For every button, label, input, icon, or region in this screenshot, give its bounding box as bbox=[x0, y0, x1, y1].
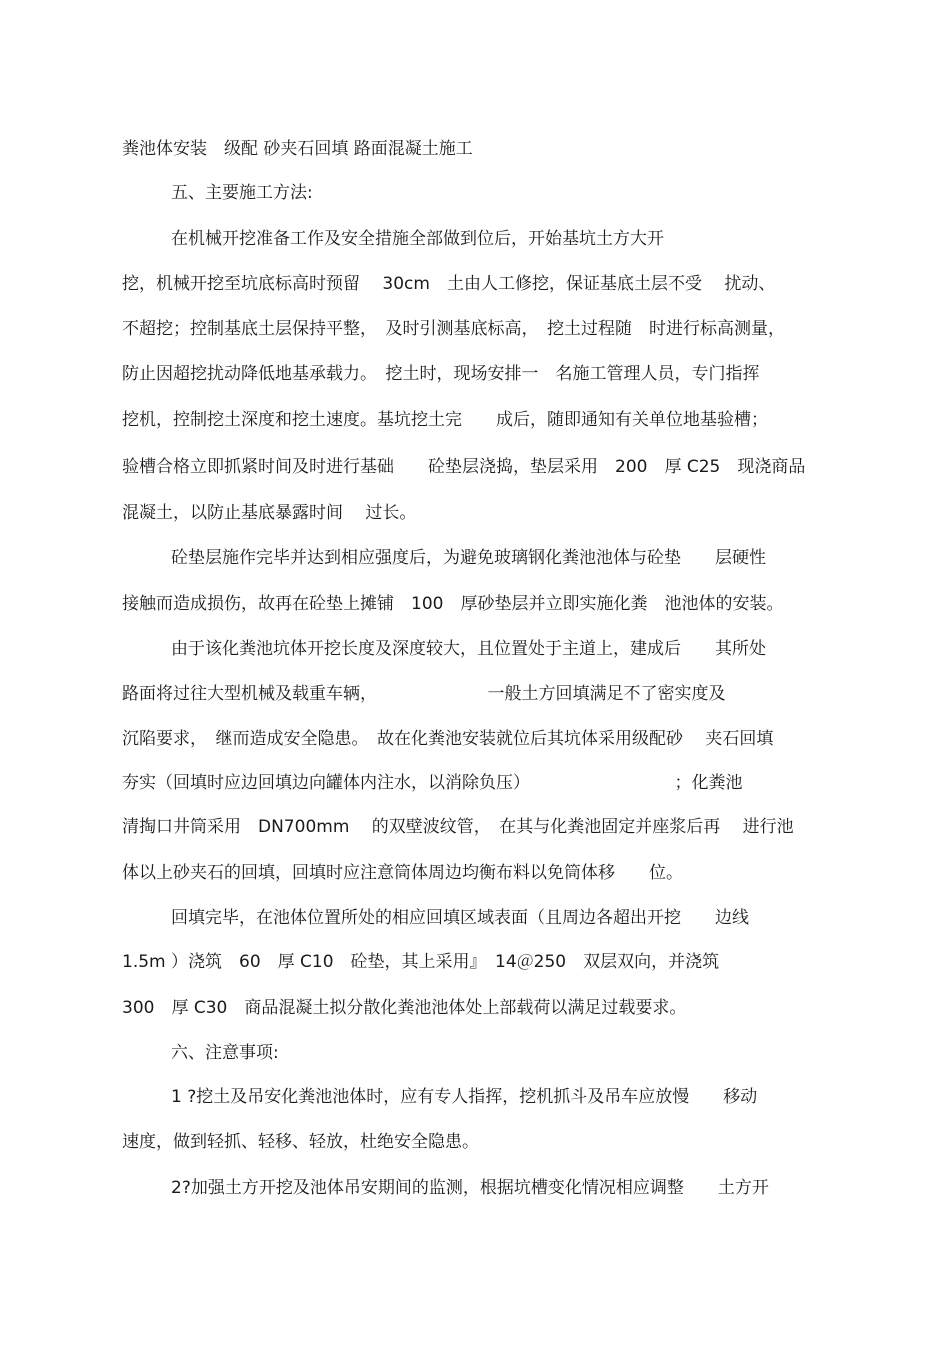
text-line: 1 ?挖土及吊安化粪池池体时，应有专人指挥，挖机抓斗及吊车应放慢 移动 bbox=[171, 1087, 758, 1107]
text-line: 在机械开挖准备工作及安全措施全部做到位后，开始基坑土方大开 bbox=[171, 229, 664, 249]
text-line: 粪池体安装 级配 砂夹石回填 路面混凝土施工 bbox=[122, 139, 473, 159]
text-line: 不超挖；控制基底土层保持平整， 及时引测基底标高， 挖土过程随 时进行标高测量， bbox=[122, 319, 785, 339]
text-line: 接触而造成损伤，故再在砼垫上摊铺 100 厚砂垫层并立即实施化粪 池池体的安装。 bbox=[122, 594, 784, 614]
text-line: 300 厚 C30 商品混凝土拟分散化粪池池体处上部载荷以满足过载要求。 bbox=[122, 998, 687, 1018]
text-line: 砼垫层施作完毕并达到相应强度后，为避免玻璃钢化粪池池体与砼垫 层硬性 bbox=[171, 548, 766, 568]
section-heading: 五、主要施工方法: bbox=[171, 183, 313, 203]
text-line: 1.5m ）浇筑 60 厚 C10 砼垫，其上采用』 14＠250 双层双向，并浇筑 bbox=[122, 952, 720, 972]
text-line: 由于该化粪池坑体开挖长度及深度较大，且位置处于主道上，建成后 其所处 bbox=[171, 639, 766, 659]
text-line: 验槽合格立即抓紧时间及时进行基础 砼垫层浇捣，垫层采用 200 厚 C25 现浇商品 bbox=[122, 457, 806, 477]
text-line: 体以上砂夹石的回填，回填时应注意筒体周边均衡布料以免筒体移 位。 bbox=[122, 863, 683, 883]
text-line: 2?加强土方开挖及池体吊安期间的监测，根据坑槽变化情况相应调整 土方开 bbox=[171, 1178, 769, 1198]
text-line: 挖，机械开挖至坑底标高时预留 30cm 土由人工修挖，保证基底土层不受 扰动、 bbox=[122, 274, 776, 294]
section-heading: 六、注意事项: bbox=[171, 1043, 279, 1063]
text-line: 清掏口井筒采用 DN700mm 的双壁波纹管， 在其与化粪池固定并座浆后再 进行池 bbox=[122, 817, 794, 837]
text-line: 防止因超挖扰动降低地基承载力。 挖土时，现场安排一 名施工管理人员，专门指挥 bbox=[122, 364, 760, 384]
text-line: 挖机，控制挖土深度和挖土速度。基坑挖土完 成后，随即通知有关单位地基验槽； bbox=[122, 410, 768, 430]
text-line: 夯实（回填时应边回填边向罐体内注水，以消除负压） ；化粪池 bbox=[122, 773, 743, 793]
text-line: 回填完毕，在池体位置所处的相应回填区域表面（且周边各超出开挖 边线 bbox=[171, 908, 749, 928]
text-line: 沉陷要求， 继而造成安全隐患。 故在化粪池安装就位后其坑体采用级配砂 夹石回填 bbox=[122, 729, 774, 749]
text-line: 速度，做到轻抓、轻移、轻放，杜绝安全隐患。 bbox=[122, 1132, 479, 1152]
text-line: 路面将过往大型机械及载重车辆， 一般土方回填满足不了密实度及 bbox=[122, 684, 726, 704]
text-line: 混凝土，以防止基底暴露时间 过长。 bbox=[122, 503, 417, 523]
